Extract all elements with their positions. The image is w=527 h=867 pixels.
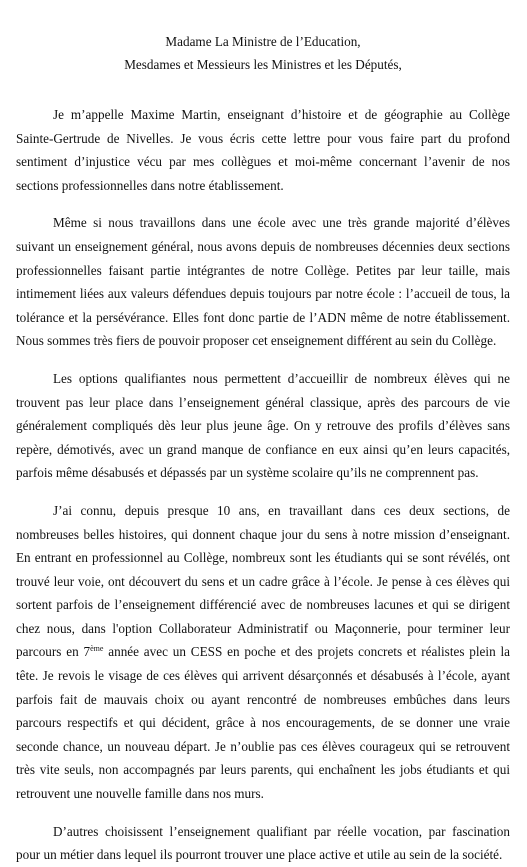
letter-page bbox=[16, 0, 510, 867]
paragraph-student-stories-part1: J’ai connu, depuis presque 10 ans, en travaillant dans ces deux sections, de nombreuses belles histoires, qui donnent chaque jour du sens à notre mission d’enseignant. En entrant en professionnel au Collège, nombreux sont les étudiants qui se sont révélés, ont trouvé leur voie, ont découvert du sens et un cadre grâce à l’école. Je pense à ces élèves qui sortent parfois de l’enseignement différencié avec de nombreuses lacunes et qui se dirigent chez nous, dans l'option Collaborateur Administratif ou Maçonnerie, pour terminer leur parcours en bbox=[16, 502, 510, 660]
salutation-line-minister: Madame La Ministre de l’Education, bbox=[165, 34, 361, 49]
paragraph-student-stories-part3: Je revois le visage de ces élèves qui arrivent désarçonnés et désabusés à l’école, ayant parfois fait de mauvais choix ou ayant rencontré de nombreuses embûches dans leurs parcours respectifs et qui décident, grâce à nos encouragements, de se donner une vraie seconde chance, un nouveau départ. Je n’oublie pas ces élèves courageux qui se retrouvent très vite seuls, non accompagnés par leurs parents, qui enchaînent les jobs étudiants et qui retrouvent une nouvelle famille dans nos murs. bbox=[16, 668, 510, 802]
year-number: 7 bbox=[83, 644, 91, 660]
paragraph-introduction: Je m’appelle Maxime Martin, enseignant d’histoire et de géographie au Collège Sainte-Gertrude de Nivelles. Je vous écris cette lettre pour vous faire part du profond sentiment d’injustice vécu par mes collègues et moi-même concernant l’avenir de nos sections professionnelles dans notre établissement. bbox=[16, 107, 510, 193]
paragraph-student-stories-part2: année avec un CESS en poche et des projets concrets et réalistes plein la tête. bbox=[16, 644, 510, 684]
salutation bbox=[16, 30, 510, 76]
salutation-line-ministers: Mesdames et Messieurs les Ministres et les Députés, bbox=[124, 57, 402, 72]
paragraph-vocation: D’autres choisissent l’enseignement qualifiant par réelle vocation, par fascination pour un métier dans lequel ils pourront trouver une place active et utile au sein de la société. bbox=[16, 823, 510, 863]
paragraph-school-context: Même si nous travaillons dans une école avec une très grande majorité d’élèves suivant un enseignement général, nous avons depuis de nombreuses décennies deux sections professionnelles faisant partie intégrantes de notre Collège. Petites par leur taille, mais intimement liées aux valeurs défendues depuis toujours par notre école : l’accueil de tous, la tolérance et la persévérance. Elles font donc partie de l’ADN même de notre établissement. Nous sommes très fiers de pouvoir proposer cet enseignement différent au sein du Collège. bbox=[16, 215, 510, 349]
paragraph-student-stories bbox=[16, 499, 510, 806]
paragraph-qualifying-options: Les options qualifiantes nous permettent d’accueillir de nombreux élèves qui ne trouvent pas leur place dans l’enseignement général classique, après des parcours de vie généralement compliqués dès leur plus jeune âge. On y retrouve des profils d’élèves sans repère, démotivés, avec un grand manque de confiance en eux ainsi qu’en leurs capacités, parfois même désabusés et dépassés par un système scolaire qu’ils ne comprennent pas. bbox=[16, 370, 510, 481]
year-ordinal-suffix: ème bbox=[90, 644, 104, 654]
